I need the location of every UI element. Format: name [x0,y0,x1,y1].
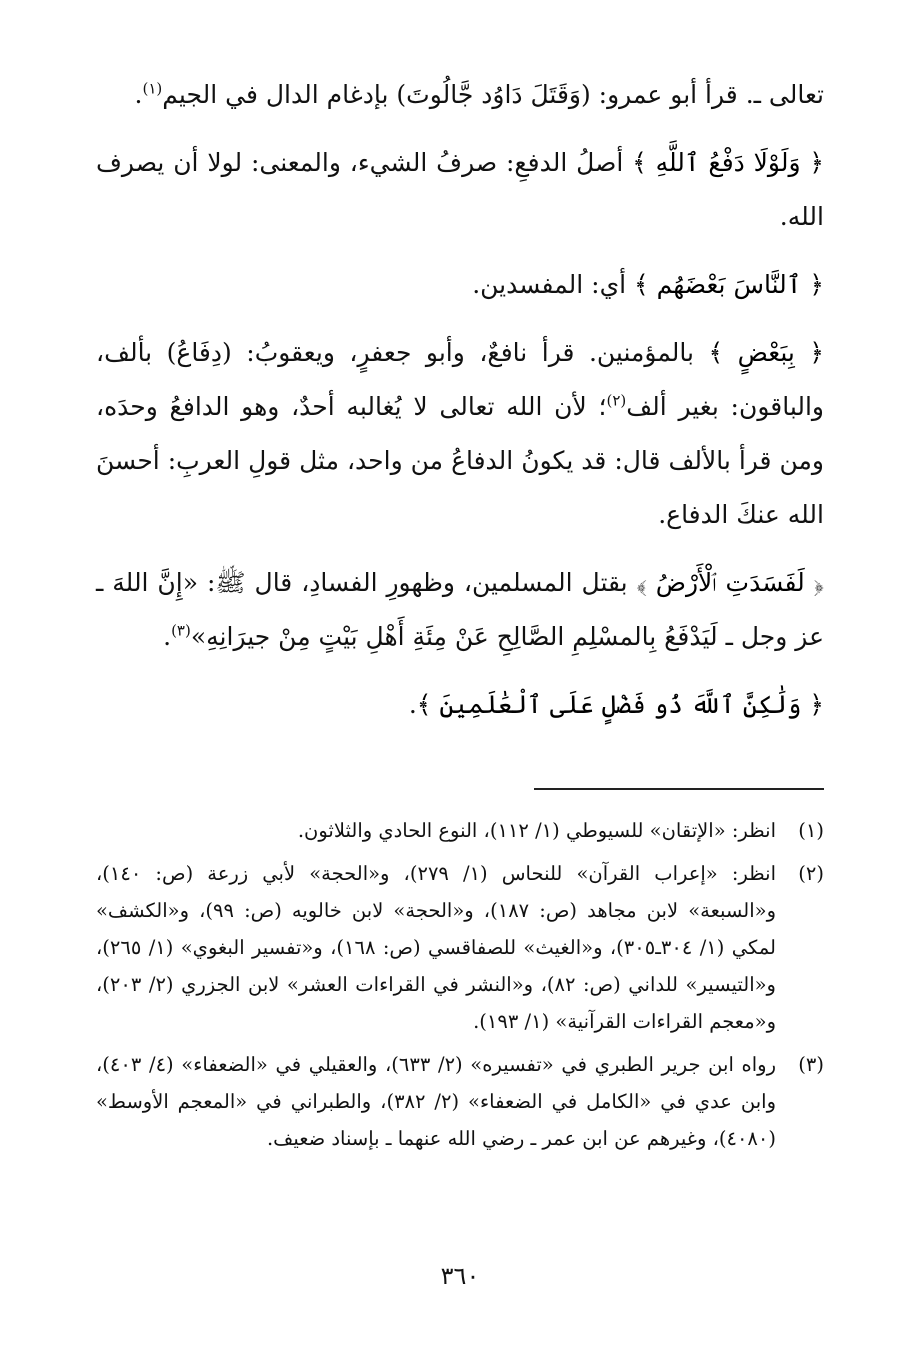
paragraph-text: تعالى ـ. قرأ أبو عمرو: (وَقَتَلَ دَاوُد جَّالُوتَ) بإدغام الدال في الجيم [162,80,824,109]
quran-verse: ﴿ لَفَسَدَتِ ٱلْأَرْضُ ﴾ [636,568,824,597]
footnote-text: انظر: «إعراب القرآن» للنحاس (١/ ٢٧٩)، و«الحجة» لأبي زرعة (ص: ١٤٠)، و«السبعة» لابن مجاهد (ص: ١٨٧)، و«الحجة» لابن خالويه (ص: ٩٩)، و«الكشف» لمكي (١/ ٣٠٤ـ٣٠٥)، و«الغيث» للصفاقسي (ص: ١٦٨)، و«تفسير البغوي» (١/ ٢٦٥)، و«التيسير» للداني (ص: ٨٢)، و«النشر في القراءات العشر» لابن الجزري (٢/ ٢٠٣)، و«معجم القراءات القرآنية» (١/ ١٩٣). [96,862,776,1033]
footnote-ref-3: (٣) [171,621,191,640]
footnote-divider [534,788,824,790]
paragraph-text: أي: المفسدين. [472,270,635,299]
paragraph-6 [96,678,824,732]
footnote-1 [96,812,824,849]
paragraph-4 [96,326,824,542]
footnote-2 [96,855,824,1040]
paragraph-tail: ؛ لأن الله تعالى لا يُغالبه أحدٌ، وهو الدافعُ وحدَه، ومن قرأ بالألف قال: قد يكونُ الدفاعُ من واحد، مثل قولِ العربِ: أحسنَ الله عنكَ الدفاع. [96,392,824,529]
paragraph-3 [96,258,824,312]
page-number: ٣٦٠ [440,1262,480,1290]
footnote-text: رواه ابن جرير الطبري في «تفسيره» (٢/ ٦٣٣)، والعقيلي في «الضعفاء» (٤/ ٤٠٣)، وابن عدي في «الكامل في الضعفاء» (٢/ ٣٨٢)، والطبراني في «المعجم الأوسط» (٤٠٨٠)، وغيرهم عن ابن عمر ـ رضي الله عنهما ـ بإسناد ضعيف. [96,1053,776,1150]
paragraph-text: . [408,690,417,719]
paragraph-2 [96,136,824,244]
footnote-number: (٢) [798,862,824,885]
paragraph-text: أصلُ الدفعِ: صرفُ الشيء، والمعنى: لولا أن يصرف الله. [96,148,824,231]
paragraph-tail: . [163,622,172,651]
footnote-number: (٣) [798,1053,824,1076]
paragraph-1 [96,68,824,122]
paragraph-5 [96,556,824,664]
quran-verse: ﴿ وَلَوْلَا دَفْعُ ٱللَّهِ ﴾ [632,148,825,177]
quran-verse: ﴿ ٱلنَّاسَ بَعْضَهُم ﴾ [634,270,824,299]
main-text [96,68,824,746]
paragraph-text: بقتل المسلمين، وظهورِ الفسادِ، قال ﷺ: «إِنَّ اللهَ ـ عز وجل ـ لَيَدْفَعُ بِالمسْلِمِ الصَّالِحِ عَنْ مِئَةِ أَهْلِ بَيْتٍ مِنْ جيرَانِهِ» [96,568,824,651]
footnote-number: (١) [798,819,824,842]
quran-verse: ﴿ وَلَٰكِنَّ ٱللَّهَ ذُو فَضْلٍ عَلَى ٱلْعَٰلَمِينَ ﴾ [416,690,824,719]
paragraph-tail: . [134,80,143,109]
footnote-ref-2: (٢) [606,391,627,410]
footnote-3 [96,1046,824,1157]
quran-verse: ﴿ بِبَعْضٍ ﴾ [708,338,824,367]
footnotes [96,812,824,1163]
paragraph-text: بالمؤمنين. قرأ نافعٌ، وأبو جعفرٍ، ويعقوبُ: (دِفَاعُ) بألف، والباقون: بغير ألف [96,338,825,421]
footnote-text: انظر: «الإتقان» للسيوطي (١/ ١١٢)، النوع الحادي والثلاثون. [297,819,776,842]
footnote-ref-1: (١) [142,79,163,98]
